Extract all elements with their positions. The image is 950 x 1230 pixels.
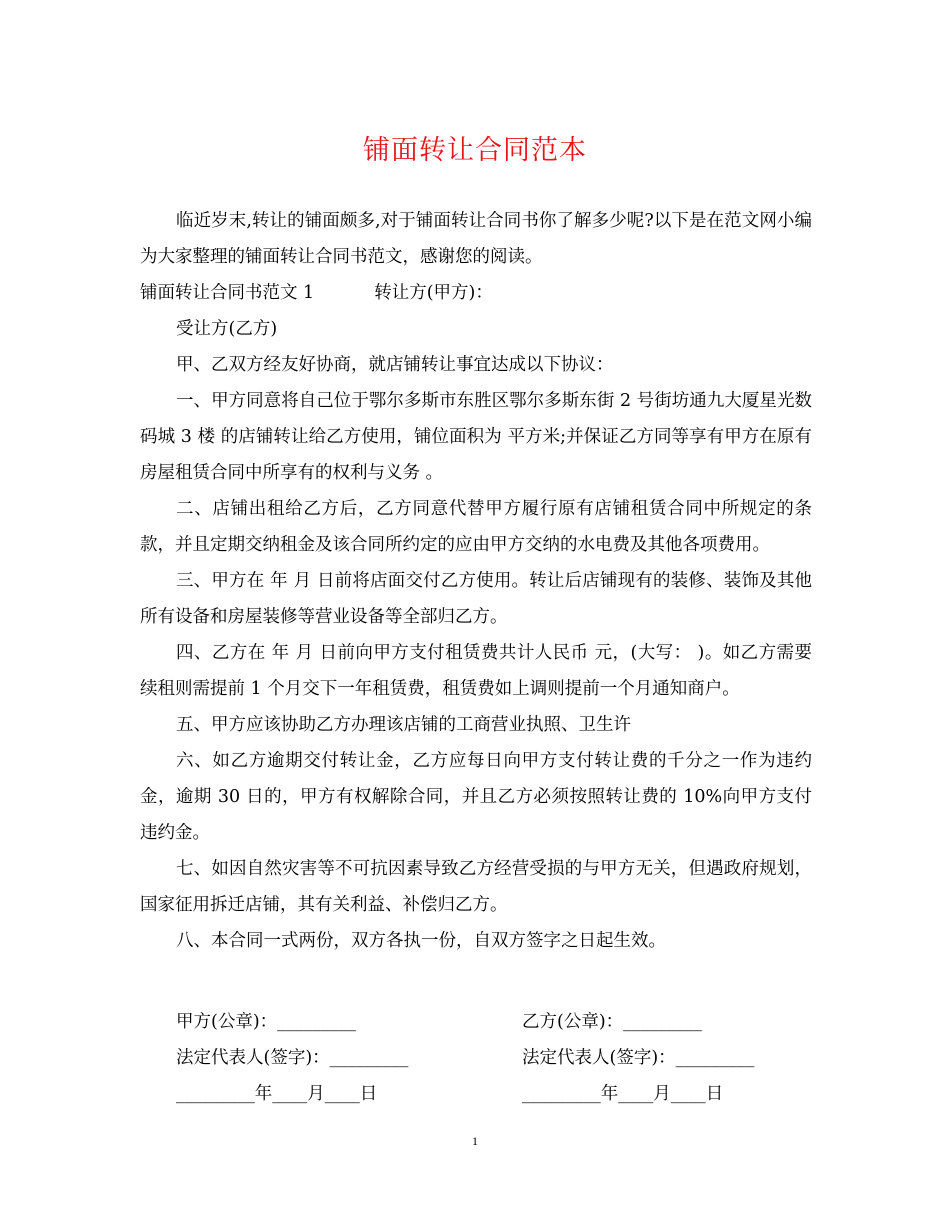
clause-3: 三、甲方在 年 月 日前将店面交付乙方使用。转让后店铺现有的装修、装饰及其他所有设备和房屋装修等营业设备等全部归乙方。 xyxy=(140,571,812,627)
sample-subtitle: 铺面转让合同书范文 1 xyxy=(140,283,315,303)
clause-5: 五、甲方应该协助乙方办理该店铺的工商营业执照、卫生许 xyxy=(176,715,631,735)
party-b-date-field: _________年____月____日 xyxy=(522,1084,724,1104)
document-body xyxy=(140,203,812,959)
signature-block xyxy=(176,1004,816,1112)
signature-date-row xyxy=(176,1076,816,1112)
party-b-label: 受让方(乙方) xyxy=(176,319,278,339)
clause-7: 七、如因自然灾害等不可抗因素导致乙方经营受损的与甲方无关，但遇政府规划，国家征用拆迁店铺，其有关利益、补偿归乙方。 xyxy=(140,859,812,915)
subtitle-line xyxy=(140,275,812,311)
document-title: 铺面转让合同范本 xyxy=(363,135,587,166)
clause-8: 八、本合同一式两份，双方各执一份，自双方签字之日起生效。 xyxy=(176,931,666,951)
party-b-seal-field: 乙方(公章)：_________ xyxy=(522,1012,702,1032)
clause-6: 六、如乙方逾期交付转让金，乙方应每日向甲方支付转让费的千分之一作为违约金，逾期 30 日的，甲方有权解除合同，并且乙方必须按照转让费的 10%向甲方支付违约金。 xyxy=(140,751,812,843)
page-number: 1 xyxy=(472,1134,478,1148)
clause-preamble: 甲、乙双方经友好协商，就店铺转让事宜达成以下协议： xyxy=(176,355,614,375)
clause-2: 二、店铺出租给乙方后，乙方同意代替甲方履行原有店铺租赁合同中所规定的条款，并且定期交纳租金及该合同所约定的应由甲方交纳的水电费及其他各项费用。 xyxy=(140,499,812,555)
party-a-seal-field: 甲方(公章)：_________ xyxy=(176,1012,356,1032)
signature-rep-row xyxy=(176,1040,816,1076)
party-a-rep-field: 法定代表人(签字)：_________ xyxy=(176,1048,409,1068)
clause-4: 四、乙方在 年 月 日前向甲方支付租赁费共计人民币 元，(大写： )。如乙方需要续租则需提前 1 个月交下一年租赁费，租赁费如上调则提前一个月通知商户。 xyxy=(140,643,812,699)
intro-paragraph: 临近岁末,转让的铺面颇多,对于铺面转让合同书你了解多少呢?以下是在范文网小编为大家整理的铺面转让合同书范文，感谢您的阅读。 xyxy=(140,211,812,267)
clause-1: 一、甲方同意将自己位于鄂尔多斯市东胜区鄂尔多斯东街 2 号街坊通九大厦星光数码城 3 楼 的店铺转让给乙方使用，铺位面积为 平方米;并保证乙方同等享有甲方在原有房屋租赁合同中所享有的权利与义务 。 xyxy=(140,391,812,483)
party-a-label: 转让方(甲方)： xyxy=(374,283,493,303)
party-a-date-field: _________年____月____日 xyxy=(176,1084,378,1104)
party-b-rep-field: 法定代表人(签字)：_________ xyxy=(522,1048,755,1068)
signature-seal-row xyxy=(176,1004,816,1040)
